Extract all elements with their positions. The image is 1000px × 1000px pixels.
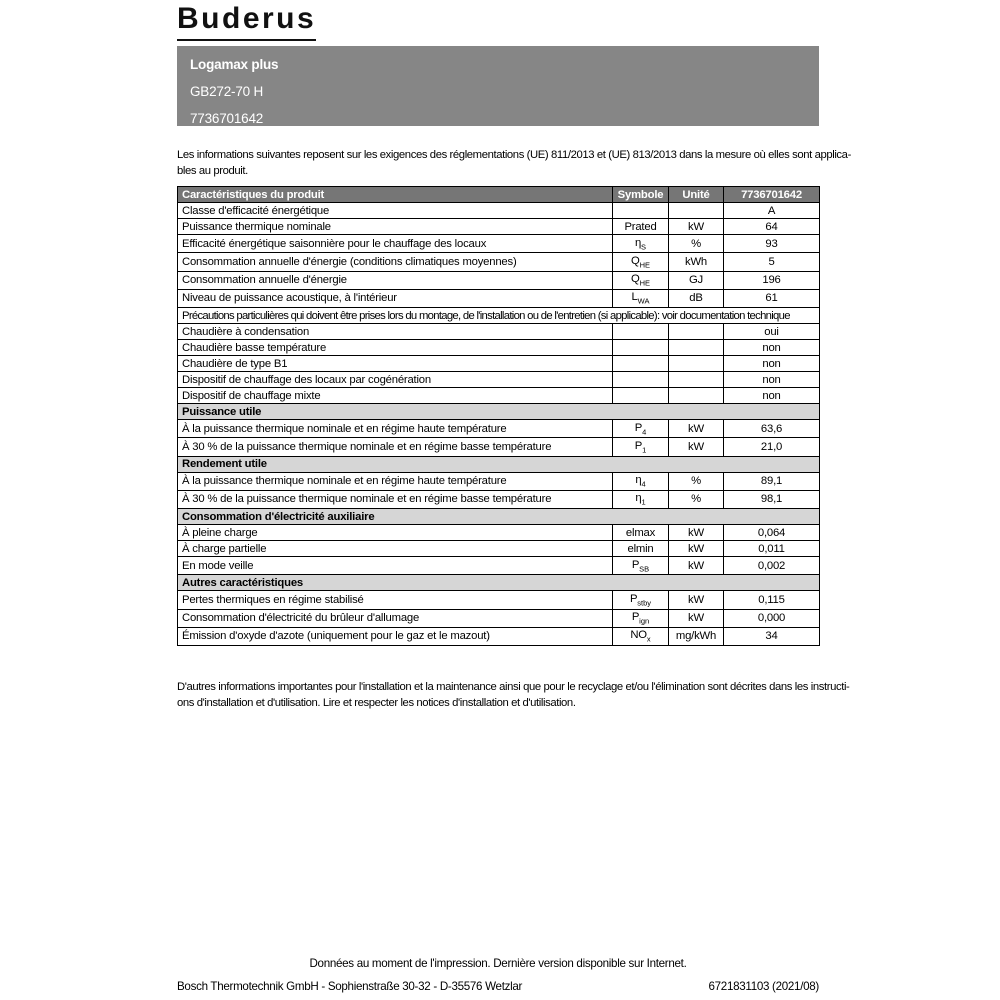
row-label-cell: Consommation annuelle d'énergie [178, 271, 613, 289]
row-unit-cell: % [669, 472, 724, 490]
row-unit-cell: kW [669, 438, 724, 456]
row-symbol-cell [613, 271, 669, 289]
table-row [178, 253, 820, 271]
symbol-subscript: ign [639, 616, 650, 626]
row-symbol-cell [613, 591, 669, 609]
row-value-cell: non [724, 340, 820, 356]
table-row [178, 609, 820, 627]
row-label-cell: Rendement utile [178, 456, 820, 472]
symbol-subscript: HE [639, 260, 650, 269]
table-row [178, 289, 820, 307]
table-row [178, 203, 820, 219]
row-label-cell: À 30 % de la puissance thermique nominale et en régime basse température [178, 490, 613, 508]
table-row [178, 308, 820, 324]
product-model: GB272-70 H [190, 84, 264, 99]
row-value-cell: 0,000 [724, 609, 820, 627]
symbol-base: elmax [625, 526, 656, 539]
row-symbol-cell [613, 438, 669, 456]
section-row [178, 575, 820, 591]
row-unit-cell [669, 388, 724, 404]
symbol-subscript: SB [639, 563, 650, 573]
row-label-cell: Puissance utile [178, 404, 820, 420]
table-row [178, 420, 820, 438]
symbol-base: P [634, 421, 643, 434]
row-symbol-cell [613, 388, 669, 404]
row-label-cell: En mode veille [178, 557, 613, 575]
row-unit-cell [669, 372, 724, 388]
intro-paragraph [177, 147, 851, 179]
row-value-cell: 21,0 [724, 438, 820, 456]
row-unit-cell [669, 324, 724, 340]
footer-row [177, 980, 819, 993]
row-value-cell: 0,002 [724, 557, 820, 575]
table-row [178, 235, 820, 253]
row-unit-cell: % [669, 490, 724, 508]
header-unit: Unité [669, 187, 724, 203]
symbol-base: Q [630, 254, 640, 267]
row-symbol-cell [613, 525, 669, 541]
table-row [178, 627, 820, 645]
row-unit-cell: kW [669, 420, 724, 438]
symbol-base: elmin [627, 542, 654, 555]
row-value-cell: non [724, 372, 820, 388]
symbol-base: P [631, 558, 640, 571]
table-row [178, 472, 820, 490]
row-symbol-cell [613, 289, 669, 307]
table-row [178, 340, 820, 356]
symbol-base: P [629, 592, 638, 605]
table-body [178, 203, 820, 646]
row-unit-cell: kW [669, 525, 724, 541]
row-value-cell: 89,1 [724, 472, 820, 490]
table-row [178, 271, 820, 289]
symbol-subscript: S [641, 241, 647, 251]
row-value-cell: 98,1 [724, 490, 820, 508]
row-symbol-cell [613, 627, 669, 645]
row-symbol-cell [613, 340, 669, 356]
table-row [178, 324, 820, 340]
footer-document-number: 6721831103 (2021/08) [708, 980, 819, 993]
table-row [178, 541, 820, 557]
row-label-cell: Chaudière basse température [178, 340, 613, 356]
row-unit-cell: % [669, 235, 724, 253]
symbol-subscript: stby [637, 598, 652, 607]
row-label-cell: Autres caractéristiques [178, 575, 820, 591]
table-row [178, 525, 820, 541]
row-value-cell: 0,115 [724, 591, 820, 609]
row-label-cell: Classe d'efficacité énergétique [178, 203, 613, 219]
row-symbol-cell [613, 557, 669, 575]
symbol-base: NO [630, 629, 647, 642]
product-article-number: 7736701642 [190, 111, 264, 126]
row-value-cell: A [724, 203, 820, 219]
row-value-cell: 0,011 [724, 541, 820, 557]
row-value-cell: 64 [724, 219, 820, 235]
row-label-cell: À charge partielle [178, 541, 613, 557]
outro-paragraph [177, 679, 850, 711]
row-symbol-cell [613, 420, 669, 438]
row-label-cell: Dispositif de chauffage mixte [178, 388, 613, 404]
row-symbol-cell [613, 356, 669, 372]
table-row [178, 438, 820, 456]
row-symbol-cell [613, 219, 669, 235]
symbol-subscript: 4 [642, 426, 647, 436]
row-symbol-cell [613, 541, 669, 557]
row-label-cell: À la puissance thermique nominale et en régime haute température [178, 420, 613, 438]
row-value-cell: 0,064 [724, 525, 820, 541]
section-row [178, 404, 820, 420]
row-value-cell: 34 [724, 627, 820, 645]
row-value-cell: 61 [724, 289, 820, 307]
footer-company-address: Bosch Thermotechnik GmbH - Sophienstraße 30-32 - D-35576 Wetzlar [177, 980, 523, 993]
symbol-base: η [634, 236, 642, 249]
header-article-number: 7736701642 [724, 187, 820, 203]
symbol-base: η [635, 492, 642, 505]
row-value-cell: 63,6 [724, 420, 820, 438]
row-unit-cell [669, 203, 724, 219]
row-unit-cell: mg/kWh [669, 627, 724, 645]
row-label-cell: Émission d'oxyde d'azote (uniquement pour le gaz et le mazout) [178, 627, 613, 645]
footer-print-note: Données au moment de l'impression. Dernière version disponible sur Internet. [309, 957, 687, 970]
row-unit-cell: kW [669, 557, 724, 575]
section-row [178, 456, 820, 472]
table-row [178, 372, 820, 388]
row-label-cell: Consommation d'électricité du brûleur d'allumage [178, 609, 613, 627]
row-value-cell: 93 [724, 235, 820, 253]
section-row [178, 509, 820, 525]
table-row [178, 557, 820, 575]
intro-line-2: bles au produit. [177, 165, 248, 177]
product-characteristics-table [177, 186, 820, 646]
outro-line-1: D'autres informations importantes pour l'installation et la maintenance ainsi que pour le recyclage et/ou l'élimination sont décrites dans les instructi- [177, 681, 850, 693]
row-unit-cell: kW [669, 541, 724, 557]
symbol-subscript: 1 [642, 445, 647, 454]
header-characteristics: Caractéristiques du produit [178, 187, 613, 203]
row-unit-cell: dB [669, 289, 724, 307]
symbol-subscript: HE [639, 278, 650, 288]
header-symbol: Symbole [613, 187, 669, 203]
row-label-cell: Niveau de puissance acoustique, à l'intérieur [178, 289, 613, 307]
product-series: Logamax plus [190, 57, 279, 72]
row-label-cell: Précautions particulières qui doivent être prises lors du montage, de l'installation ou de l'entretien (si applicable): voir documentation technique [178, 308, 820, 324]
row-symbol-cell [613, 372, 669, 388]
table-row [178, 591, 820, 609]
row-unit-cell: kWh [669, 253, 724, 271]
row-value-cell: oui [724, 324, 820, 340]
buderus-logo: Buderus [177, 2, 316, 41]
symbol-base: Prated [624, 220, 657, 233]
row-symbol-cell [613, 472, 669, 490]
table-row [178, 388, 820, 404]
row-label-cell: À la puissance thermique nominale et en régime haute température [178, 472, 613, 490]
row-symbol-cell [613, 235, 669, 253]
row-symbol-cell [613, 609, 669, 627]
row-label-cell: Pertes thermiques en régime stabilisé [178, 591, 613, 609]
row-value-cell: 196 [724, 271, 820, 289]
table-row [178, 356, 820, 372]
row-symbol-cell [613, 490, 669, 508]
row-label-cell: Consommation annuelle d'énergie (conditions climatiques moyennes) [178, 253, 613, 271]
row-value-cell: 5 [724, 253, 820, 271]
row-label-cell: Efficacité énergétique saisonnière pour le chauffage des locaux [178, 235, 613, 253]
symbol-base: L [631, 291, 638, 304]
row-label-cell: Dispositif de chauffage des locaux par cogénération [178, 372, 613, 388]
row-label-cell: À 30 % de la puissance thermique nominale et en régime basse température [178, 438, 613, 456]
row-unit-cell [669, 356, 724, 372]
symbol-subscript: 4 [641, 479, 646, 489]
row-symbol-cell [613, 324, 669, 340]
row-unit-cell: kW [669, 591, 724, 609]
outro-line-2: ons d'installation et d'utilisation. Lire et respecter les notices d'installation et d'utilisation. [177, 697, 576, 709]
symbol-base: η [635, 474, 642, 486]
symbol-base: P [631, 611, 640, 623]
product-header-box [177, 46, 819, 126]
row-label-cell: Consommation d'électricité auxiliaire [178, 509, 820, 525]
row-label-cell: Chaudière à condensation [178, 324, 613, 340]
row-value-cell: non [724, 388, 820, 404]
table-row [178, 490, 820, 508]
row-symbol-cell [613, 253, 669, 271]
symbol-base: P [634, 439, 643, 452]
row-symbol-cell [613, 203, 669, 219]
row-unit-cell: GJ [669, 271, 724, 289]
row-label-cell: Chaudière de type B1 [178, 356, 613, 372]
row-unit-cell: kW [669, 609, 724, 627]
table-row [178, 219, 820, 235]
symbol-subscript: WA [637, 296, 650, 306]
row-label-cell: Puissance thermique nominale [178, 219, 613, 235]
row-value-cell: non [724, 356, 820, 372]
table-header-row [178, 187, 820, 203]
row-unit-cell: kW [669, 219, 724, 235]
row-unit-cell [669, 340, 724, 356]
intro-line-1: Les informations suivantes reposent sur les exigences des réglementations (UE) 811/2013 et (UE) 813/2013 dans la mesure où elles sont applica- [177, 149, 851, 161]
symbol-subscript: x [646, 634, 651, 644]
row-label-cell: À pleine charge [178, 525, 613, 541]
symbol-base: Q [630, 273, 640, 285]
symbol-subscript: 1 [641, 497, 646, 507]
